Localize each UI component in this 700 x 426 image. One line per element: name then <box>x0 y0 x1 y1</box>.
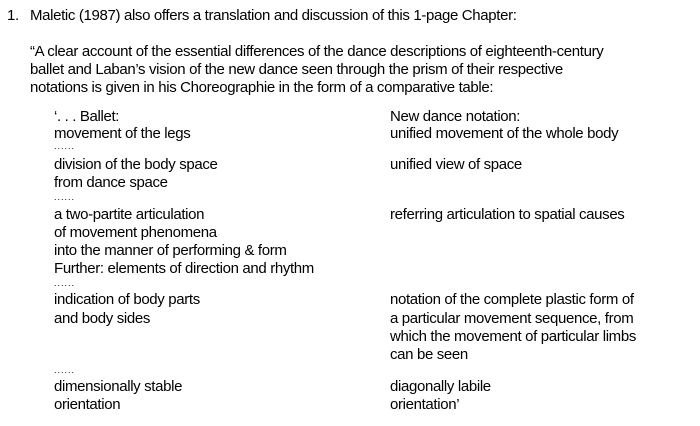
cell-left: indication of body parts <box>54 291 200 308</box>
cell-left: division of the body space <box>54 156 218 173</box>
cell-right: unified view of space <box>390 156 522 173</box>
cell-left: orientation <box>54 396 121 413</box>
cell-right: a particular movement sequence, from <box>390 310 634 327</box>
header-new-dance: New dance notation: <box>390 108 521 125</box>
quote-line: ballet and Laban’s vision of the new dance seen through the prism of their respective <box>30 61 563 78</box>
intro-text: Maletic (1987) also offers a translation and discussion of this 1-page Chapter: <box>30 7 517 24</box>
cell-left: movement of the legs <box>54 125 191 142</box>
cell-right: referring articulation to spatial causes <box>390 206 625 223</box>
cell-right: orientation’ <box>390 396 460 413</box>
cell-left: from dance space <box>54 174 168 191</box>
header-ballet: ‘. . . Ballet: <box>54 108 120 125</box>
separator: ...... <box>54 278 76 288</box>
cell-right: notation of the complete plastic form of <box>390 291 634 308</box>
cell-left: dimensionally stable <box>54 378 183 395</box>
separator: ...... <box>54 365 76 375</box>
cell-left: into the manner of performing & form <box>54 242 287 259</box>
quote-line: notations is given in his Choreographie in the form of a comparative table: <box>30 79 494 96</box>
cell-right: diagonally labile <box>390 378 491 395</box>
quote-line: “A clear account of the essential differences of the dance descriptions of eighteenth-century <box>30 43 604 60</box>
cell-left: of movement phenomena <box>54 224 217 241</box>
cell-left: Further: elements of direction and rhythm <box>54 260 314 277</box>
cell-right: unified movement of the whole body <box>390 125 619 142</box>
cell-right: which the movement of particular limbs <box>390 328 636 345</box>
separator: ...... <box>54 192 76 202</box>
cell-left: a two-partite articulation <box>54 206 205 223</box>
separator: ...... <box>54 141 76 151</box>
cell-left: and body sides <box>54 310 151 327</box>
list-number: 1. <box>7 7 19 24</box>
cell-right: can be seen <box>390 346 468 363</box>
